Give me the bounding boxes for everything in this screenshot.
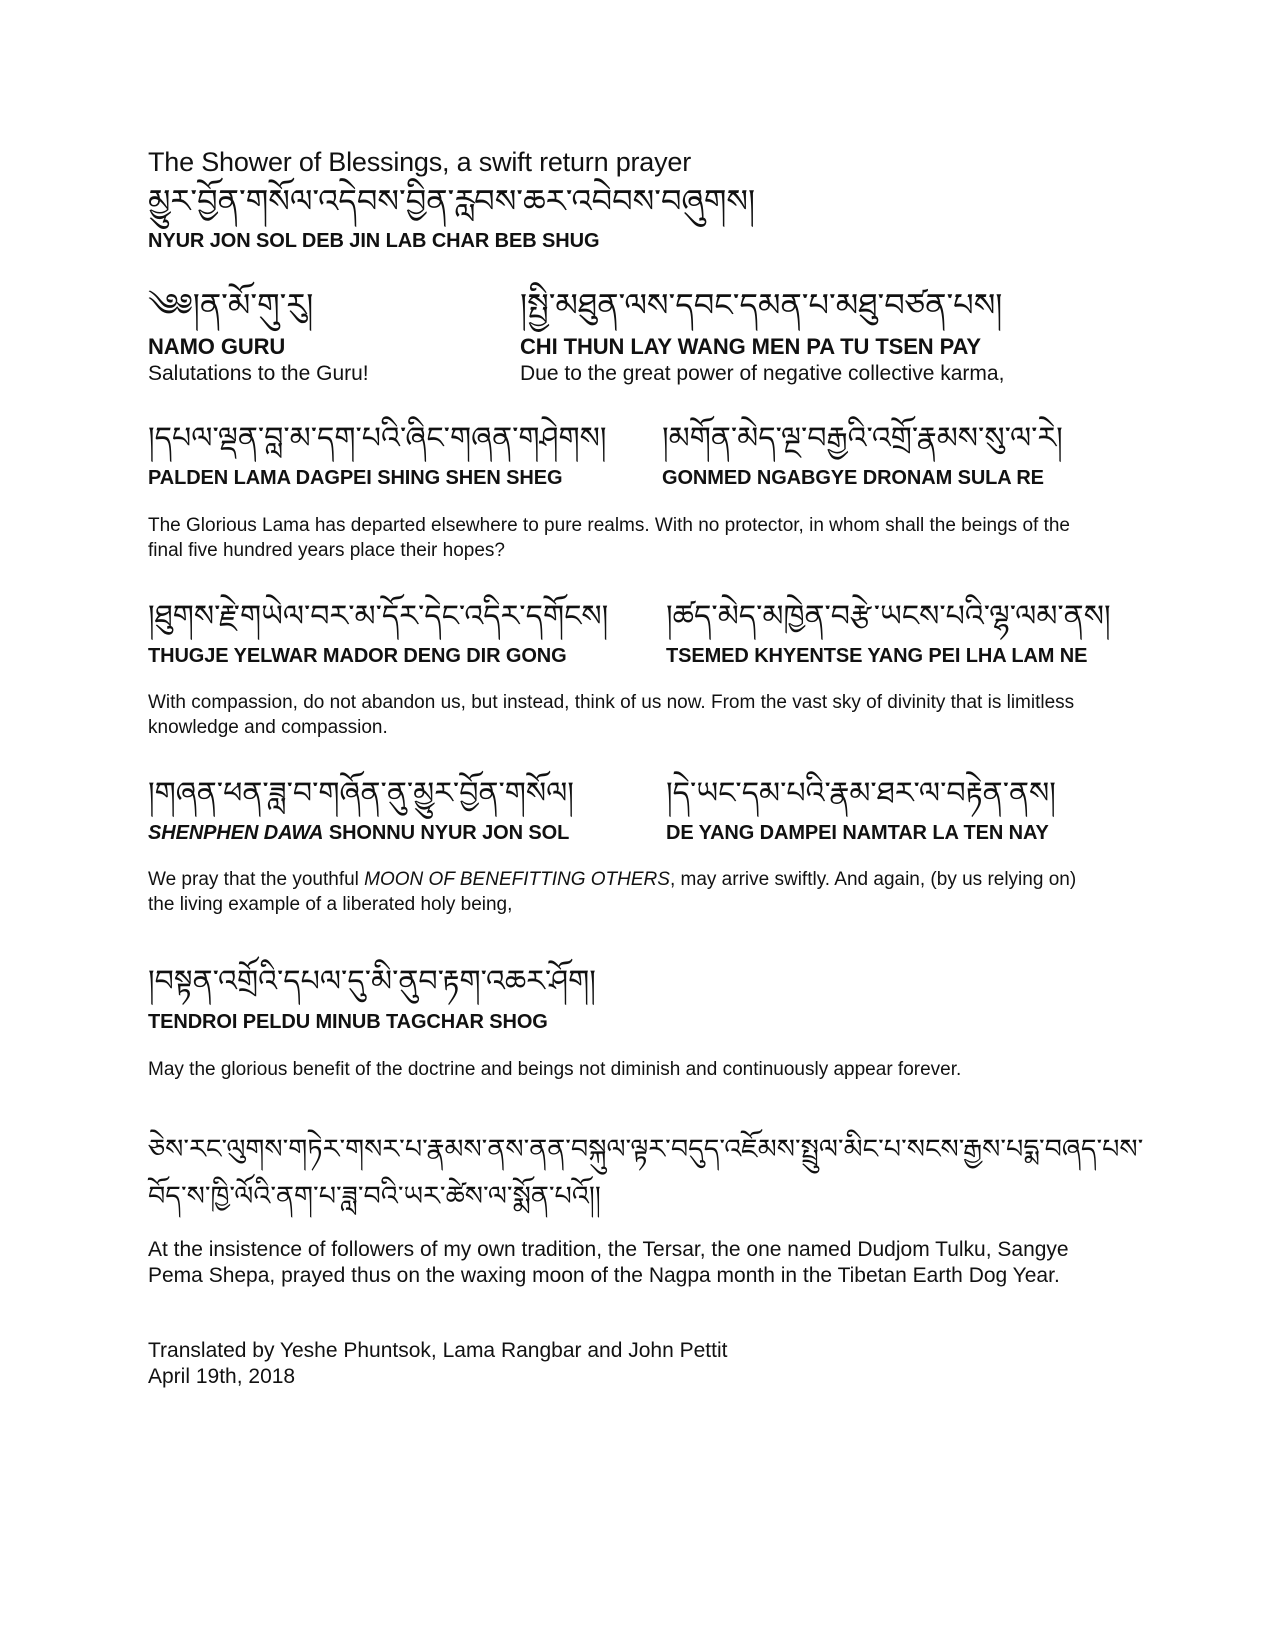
verse5-phonetic: TENDROI PELDU MINUB TAGCHAR SHOG xyxy=(148,1011,548,1033)
verse1-left-tibetan: ༄༅།ན་མོ་གུ་རུ། xyxy=(148,286,314,324)
verse4-translation xyxy=(148,867,1098,917)
verse4-translation-pre: We pray that the youthful xyxy=(148,869,365,890)
verse1-left-translation: Salutations to the Guru! xyxy=(148,362,369,385)
translator-credits: Translated by Yeshe Phuntsok, Lama Rangbar and John Pettit xyxy=(148,1339,728,1362)
verse5-translation: May the glorious benefit of the doctrine and beings not diminish and continuously appear forever. xyxy=(148,1059,962,1080)
verse4-right-phonetic: DE YANG DAMPEI NAMTAR LA TEN NAY xyxy=(666,822,1049,844)
verse3-translation: With compassion, do not abandon us, but instead, think of us now. From the vast sky of divinity that is limitless knowledge and compassion. xyxy=(148,692,1075,738)
verse2-right-phonetic: GONMED NGABGYE DRONAM SULA RE xyxy=(662,467,1044,489)
verse2-translation: The Glorious Lama has departed elsewhere to pure realms. With no protector, in whom shall the beings of the final five hundred years place their hopes? xyxy=(148,515,1070,561)
verse4-translation-post: , may arrive swiftly. And again, (by us relying on) the living example of a liberated holy being, xyxy=(148,869,1077,915)
verse1-left-phonetic: NAMO GURU xyxy=(148,334,286,359)
verse3-left-tibetan: །ཐུགས་རྗེ་གཡེལ་བར་མ་དོར་དེང་འདིར་དགོངས། xyxy=(148,599,609,634)
verse3-right-tibetan: །ཚད་མེད་མཁྱེན་བརྩེ་ཡངས་པའི་ལྷ་ལམ་ནས། xyxy=(666,599,1111,634)
translation-date: April 19th, 2018 xyxy=(148,1365,296,1388)
title-tibetan: མྱུར་བྱོན་གསོལ་འདེབས་བྱིན་རླབས་ཆར་འབེབས་བཞུགས། xyxy=(148,182,756,220)
verse3-left-phonetic: THUGJE YELWAR MADOR DENG DIR GONG xyxy=(148,645,567,667)
verse1-right-phonetic: CHI THUN LAY WANG MEN PA TU TSEN PAY xyxy=(520,334,981,359)
verse1-right-translation: Due to the great power of negative collective karma, xyxy=(520,362,1005,385)
verse4-left-phonetic xyxy=(148,821,569,845)
verse4-phonetic-italic: SHENPHEN DAWA xyxy=(148,822,324,844)
verse1-right-tibetan: །སྤྱི་མཐུན་ལས་དབང་དམན་པ་མཐུ་བཙན་པས། xyxy=(520,286,1003,324)
verse4-translation-italic: MOON OF BENEFITTING OTHERS xyxy=(364,869,670,890)
colophon-translation: At the insistence of followers of my own tradition, the Tersar, the one named Dudjom Tulku, Sangye Pema Shepa, prayed thus on the waxing moon of the Nagpa month in the Tibetan Earth Dog Year. xyxy=(148,1238,1069,1287)
colophon-tibetan-line1: ཅེས་རང་ལུགས་གཏེར་གསར་པ་རྣམས་ནས་ནན་བསྐུལ་ལྟར་བདུད་འཇོམས་སྤྲུལ་མིང་པ་སངས་རྒྱས་པདྨ་བཞད་པས་ xyxy=(148,1134,1144,1165)
verse3-right-phonetic: TSEMED KHYENTSE YANG PEI LHA LAM NE xyxy=(666,645,1088,667)
colophon-tibetan-line2: བོད་ས་ཁྱི་ལོའི་ནག་པ་ཟླ་བའི་ཡར་ཚེས་ལ་སྨོན་པའོ།། xyxy=(148,1181,601,1212)
title-phonetic: NYUR JON SOL DEB JIN LAB CHAR BEB SHUG xyxy=(148,230,600,252)
verse4-right-tibetan: །དེ་ཡང་དམ་པའི་རྣམ་ཐར་ལ་བརྟེན་ནས། xyxy=(666,776,1056,811)
verse4-phonetic-rest: SHONNU NYUR JON SOL xyxy=(323,822,570,844)
verse2-right-tibetan: །མགོན་མེད་ལྔ་བརྒྱའི་འགྲོ་རྣམས་སུ་ལ་རེ། xyxy=(662,421,1063,456)
verse2-left-phonetic: PALDEN LAMA DAGPEI SHING SHEN SHEG xyxy=(148,467,563,489)
verse4-left-tibetan: །གཞན་ཕན་ཟླ་བ་གཞོན་ནུ་མྱུར་བྱོན་གསོལ། xyxy=(148,776,574,811)
document-title: The Shower of Blessings, a swift return prayer xyxy=(148,147,692,177)
verse5-tibetan: །བསྟན་འགྲོའི་དཔལ་དུ་མི་ནུབ་རྟག་འཆར་ཤོག། xyxy=(148,964,596,999)
verse2-left-tibetan: །དཔལ་ལྡན་བླ་མ་དག་པའི་ཞིང་གཞན་གཤེགས། xyxy=(148,421,607,456)
